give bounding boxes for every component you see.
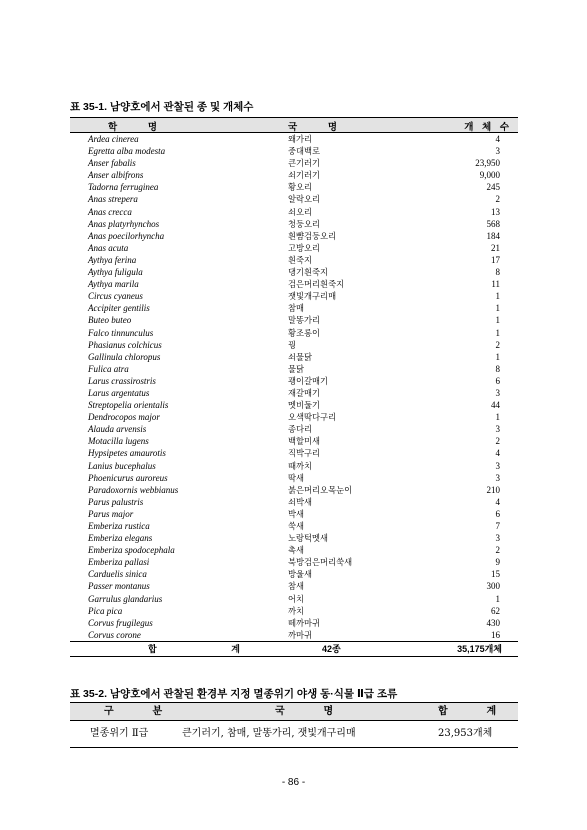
table-row [70,484,518,496]
scientific-name-cell: Aythya ferina [88,254,137,265]
scientific-name-cell: Emberiza elegans [88,533,153,544]
table-row [70,278,518,290]
table1-caption: 표 35-1. 남양호에서 관찰된 종 및 개체수 [70,101,254,113]
korean-name-cell: 참매 [288,303,305,314]
table-row [70,411,518,423]
scientific-name-cell: Emberiza pallasi [88,557,150,568]
scientific-name-cell: Corvus frugilegus [88,617,153,628]
table-row [70,339,518,351]
scientific-name-cell: Phoenicurus auroreus [88,472,168,483]
scientific-name-cell: Anser albifrons [88,170,144,181]
count-cell: 245 [486,182,500,193]
count-cell: 2 [495,339,500,350]
table-row [70,387,518,399]
scientific-name-cell: Buteo buteo [88,315,132,326]
table-row [70,193,518,205]
scientific-name-cell: Gallinula chloropus [88,351,161,362]
total-species: 42종 [322,643,341,654]
scientific-name-cell: Egretta alba modesta [88,146,166,157]
korean-name-cell: 큰기러기 [288,158,321,169]
scientific-name-cell: Circus cyaneus [88,291,143,302]
count-cell: 9 [495,557,500,568]
count-cell: 300 [486,581,500,592]
scientific-name-cell: Emberiza rustica [88,521,150,531]
korean-name-cell: 박새 [288,508,305,519]
korean-name-cell: 왜가리 [288,134,313,144]
count-cell: 4 [495,448,500,459]
count-cell: 62 [491,605,500,616]
species-table [70,117,518,657]
table-row [70,580,518,592]
scientific-name-cell: Garrulus glandarius [88,593,163,604]
korean-name-cell: 딱새 [288,472,305,483]
korean-name-cell: 흰뺨검둥오리 [288,230,337,241]
table-row [70,629,518,641]
table-row [70,375,518,387]
scientific-name-cell: Aythya fuligula [88,267,143,278]
korean-name-cell: 방울새 [288,569,313,580]
korean-name-cell: 괭이갈매기 [288,375,329,386]
row-species-list: 큰기러기, 참매, 말똥가리, 잿빛개구리매 [182,728,356,739]
table-row [70,496,518,508]
scientific-name-cell: Anas acuta [88,242,129,253]
count-cell: 568 [486,218,500,229]
total-count: 35,175개체 [457,643,502,654]
korean-name-cell: 종다리 [288,424,313,435]
korean-name-cell: 알락오리 [288,194,321,205]
count-cell: 1 [495,412,500,423]
table-row [70,556,518,568]
total-label: 합 계 [148,643,276,654]
endangered-table [70,702,518,748]
korean-name-cell: 북방검은머리쑥새 [288,557,353,568]
count-cell: 184 [486,230,500,241]
count-cell: 23,950 [475,158,500,169]
count-cell: 3 [495,533,500,544]
scientific-name-cell: Dendrocopos major [88,412,160,423]
count-cell: 1 [495,315,500,326]
korean-name-cell: 흰죽지 [288,254,313,265]
species-table-body [70,133,518,641]
header-total: 합 계 [438,706,515,717]
count-cell: 2 [495,545,500,556]
scientific-name-cell: Alauda arvensis [88,424,147,435]
count-cell: 1 [495,291,500,302]
scientific-name-cell: Anas strepera [88,194,138,205]
scientific-name-cell: Parus palustris [88,496,144,507]
scientific-name-cell: Anser fabalis [88,158,136,169]
korean-name-cell: 어치 [288,593,305,604]
scientific-name-cell: Falco tinnunculus [88,327,154,338]
korean-name-cell: 잿빛개구리매 [288,291,337,302]
count-cell: 1 [495,327,500,338]
korean-name-cell: 까마귀 [288,629,313,640]
korean-name-cell: 청둥오리 [288,218,321,229]
count-cell: 3 [495,472,500,483]
scientific-name-cell: Passer montanus [88,581,150,592]
korean-name-cell: 황오리 [288,182,313,193]
table-row [70,302,518,314]
count-cell: 7 [495,521,500,531]
count-cell: 6 [495,508,500,519]
table-row [70,399,518,411]
table-row [70,617,518,629]
scientific-name-cell: Anas platyrhynchos [88,218,160,229]
korean-name-cell: 백할미새 [288,436,321,447]
endangered-table-header [70,702,518,721]
korean-name-cell: 황조롱이 [288,327,321,338]
scientific-name-cell: Hypsipetes amaurotis [88,448,166,459]
table-row [70,145,518,157]
scientific-name-cell: Larus argentatus [88,387,150,398]
korean-name-cell: 때까치 [288,460,313,471]
count-cell: 21 [491,242,500,253]
header-count: 개 체 수 [464,122,512,133]
species-table-header [70,117,518,133]
count-cell: 17 [491,254,500,265]
scientific-name-cell: Aythya marila [88,279,139,290]
count-cell: 1 [495,593,500,604]
count-cell: 3 [495,424,500,435]
korean-name-cell: 꿩 [288,339,297,350]
table-row [70,206,518,218]
table-row [70,532,518,544]
scientific-name-cell: Larus crassirostris [88,375,156,386]
scientific-name-cell: Anas poecilorhyncha [88,230,165,241]
count-cell: 1 [495,303,500,314]
count-cell: 16 [491,629,500,640]
scientific-name-cell: Parus major [88,508,134,519]
table-row [70,605,518,617]
table-row [70,520,518,532]
header-scientific-name: 학 명 [108,122,171,133]
korean-name-cell: 쇠오리 [288,206,313,217]
table-row [70,544,518,556]
table-row [70,133,518,145]
scientific-name-cell: Fulica atra [88,363,129,374]
korean-name-cell: 멧비둘기 [288,400,321,411]
korean-name-cell: 쑥새 [288,521,305,531]
count-cell: 9,000 [479,170,500,181]
table-row [70,157,518,169]
table-row [70,218,518,230]
korean-name-cell: 재갈매기 [288,387,321,398]
korean-name-cell: 쇠물닭 [288,351,313,362]
table-row [70,435,518,447]
count-cell: 44 [491,400,500,411]
endangered-table-row [70,721,518,748]
korean-name-cell: 중대백로 [288,146,321,157]
scientific-name-cell: Streptopelia orientalis [88,400,169,411]
count-cell: 1 [495,351,500,362]
korean-name-cell: 댕기흰죽지 [288,267,329,278]
count-cell: 210 [486,484,500,495]
korean-name-cell: 떼까마귀 [288,617,321,628]
scientific-name-cell: Paradoxornis webbianus [88,484,179,495]
count-cell: 3 [495,387,500,398]
table-row [70,351,518,363]
scientific-name-cell: Ardea cinerea [88,134,139,144]
count-cell: 3 [495,460,500,471]
table2-caption: 표 35-2. 남양호에서 관찰된 환경부 지정 멸종위기 야생 동·식물 Ⅱ급 조류 [70,688,398,700]
korean-name-cell: 직박구리 [288,448,321,459]
table-row [70,460,518,472]
count-cell: 2 [495,194,500,205]
korean-name-cell: 쇠기러기 [288,170,321,181]
header-category: 구 분 [104,706,181,717]
table-row [70,181,518,193]
table-row [70,472,518,484]
count-cell: 3 [495,146,500,157]
count-cell: 430 [486,617,500,628]
count-cell: 13 [491,206,500,217]
table-row [70,254,518,266]
table-row [70,169,518,181]
korean-name-cell: 물닭 [288,363,305,374]
scientific-name-cell: Pica pica [88,605,123,616]
table-row [70,363,518,375]
scientific-name-cell: Carduelis sinica [88,569,147,580]
korean-name-cell: 말똥가리 [288,315,321,326]
count-cell: 4 [495,134,500,144]
row-category: 멸종위기 Ⅱ급 [90,728,149,739]
scientific-name-cell: Emberiza spodocephala [88,545,175,556]
scientific-name-cell: Motacilla lugens [88,436,149,447]
count-cell: 11 [491,279,500,290]
species-table-total-row [70,641,518,657]
page-number: - 86 - [281,777,306,788]
table-row [70,327,518,339]
row-total: 23,953개체 [438,728,493,739]
korean-name-cell: 쇠박새 [288,496,313,507]
korean-name-cell: 참새 [288,581,305,592]
table-row [70,290,518,302]
scientific-name-cell: Lanius bucephalus [88,460,156,471]
table-row [70,508,518,520]
table-row [70,423,518,435]
count-cell: 6 [495,375,500,386]
korean-name-cell: 노랑턱멧새 [288,533,329,544]
scientific-name-cell: Phasianus colchicus [88,339,162,350]
table-row [70,593,518,605]
count-cell: 2 [495,436,500,447]
scientific-name-cell: Corvus corone [88,629,141,640]
korean-name-cell: 오색딱다구리 [288,412,337,423]
table-row [70,568,518,580]
count-cell: 8 [495,363,500,374]
korean-name-cell: 촉새 [288,545,305,556]
table-row [70,242,518,254]
scientific-name-cell: Tadorna ferruginea [88,182,159,193]
korean-name-cell: 까치 [288,605,305,616]
header-korean-name: 국 명 [288,122,351,133]
korean-name-cell: 붉은머리오목눈이 [288,484,353,495]
table-row [70,314,518,326]
count-cell: 8 [495,267,500,278]
count-cell: 4 [495,496,500,507]
header-korean-name: 국 명 [275,706,352,717]
table-row [70,266,518,278]
scientific-name-cell: Anas crecca [88,206,132,217]
scientific-name-cell: Accipiter gentilis [88,303,150,314]
table-row [70,447,518,459]
korean-name-cell: 고방오리 [288,242,321,253]
korean-name-cell: 검은머리흰죽지 [288,279,345,290]
table-row [70,230,518,242]
count-cell: 15 [491,569,500,580]
